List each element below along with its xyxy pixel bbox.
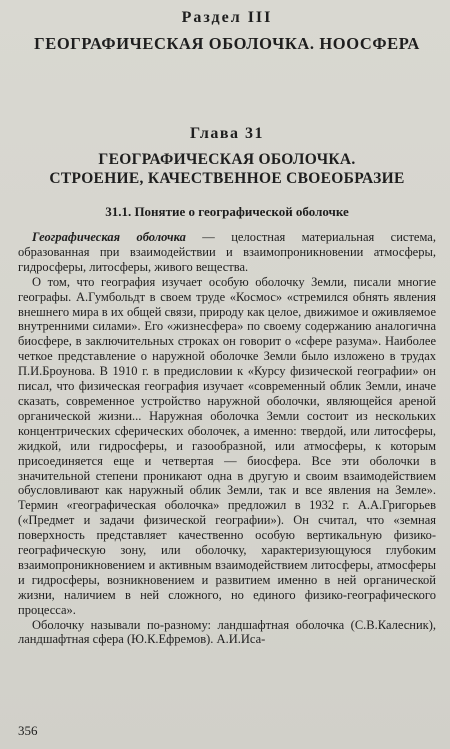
subsection-title: 31.1. Понятие о географической оболочке [105, 204, 349, 219]
chapter-title [18, 150, 436, 188]
definition-text: — целостная материальная система, образованная при взаимодействии и взаимопроникновении атмосферы, гидросферы, литосферы, живого вещества. [18, 230, 436, 274]
paragraph-history: О том, что география изучает особую оболочку Земли, писали многие географы. А.Гумбольдт в своем труде «Космос» «стремился обнять явления внешнего мира в их общей связи, природу как целое, движимое и оживляемое внутренними силами». Его «жизнесфера» по своему содержанию аналогична биосфере, в заключительных строках он говорит о «сфере разума». Наиболее четкое представление о наружной оболочке Земли было изложено в трудах П.И.Броунова. В 1910 г. в предисловии к «Курсу физической географии» он писал, что физическая география изучает «современный облик Земли, иначе сказать, современное устройство наружной оболочки, являющейся ареной органической жизни... Наружная оболочка Земли состоит из нескольких концентрических сферических оболочек, а именно: твердой, или литосферы, жидкой, или гидросферы, и газообразной, или атмосферы, к которым присоединяется еще и четвертая — биосфера. Все эти оболочки в значительной степени проникают одна в другую и своим взаимодействием обусловливают как наружный облик Земли, так и все явления на Земле». Термин «географическая оболочка» предложил в 1932 г. А.А.Григорьев («Предмет и задачи физической географии»). Он считал, что «земная поверхность представляет качественно особую вертикальную физико-географическую зону, или оболочку, характеризующуюся глубоким взаимопроникновением и активным взаимодействием литосферы, атмосферы и гидросферы, возникновением и развитием именно в ней органической жизни, наличием в ней сложного, но единого физико-географического процесса». [18, 274, 436, 617]
section-title: ГЕОГРАФИЧЕСКАЯ ОБОЛОЧКА. НООСФЕРА [34, 34, 420, 53]
body-text [18, 230, 436, 647]
chapter-title-line-1: ГЕОГРАФИЧЕСКАЯ ОБОЛОЧКА. [98, 151, 356, 168]
section-label: Раздел III [181, 9, 273, 26]
page-number: 356 [18, 723, 38, 738]
defined-term: Географическая оболочка [32, 230, 186, 244]
chapter-label: Глава 31 [190, 125, 264, 142]
chapter-title-line-2: СТРОЕНИЕ, КАЧЕСТВЕННОЕ СВОЕОБРАЗИЕ [49, 170, 405, 187]
paragraph-names: Оболочку называли по-разному: ландшафтная оболочка (С.В.Калесник), ландшафтная сфера (Ю.К.Ефремов). А.И.Иса- [18, 617, 436, 647]
paragraph-definition [18, 230, 436, 275]
